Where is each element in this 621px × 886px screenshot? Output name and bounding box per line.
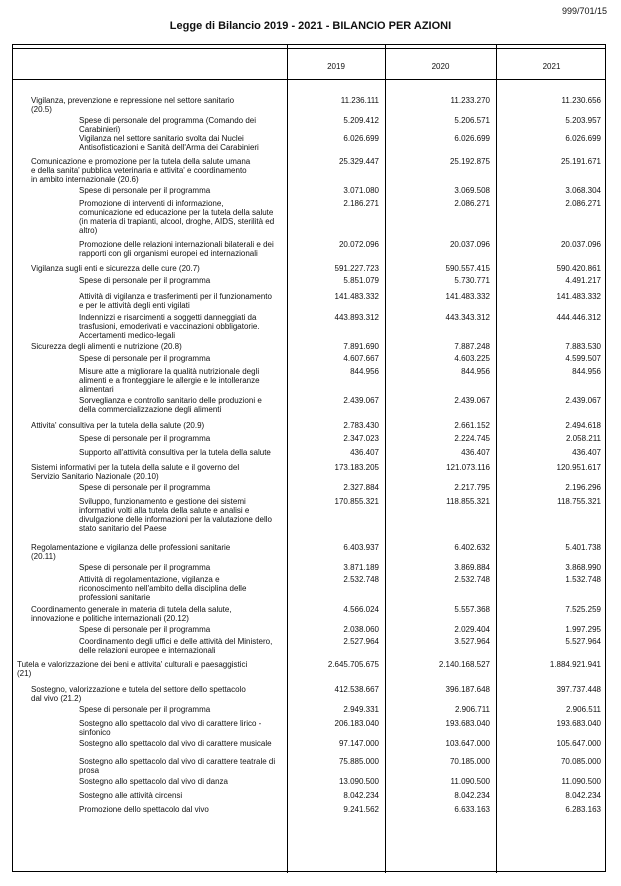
table-header-row	[13, 45, 605, 80]
row-label: Spese di personale del programma (Comando dei Carabinieri)	[79, 116, 256, 134]
row-label: Sviluppo, funzionamento e gestione dei sistemi informativi volti alla tutela della salute e analisi e divulgazione delle informazioni per la valutazione dello stato sanitario del Paese	[79, 497, 273, 533]
row-value-2019: 25.329.447	[338, 157, 379, 166]
row-value-2021: 2.906.511	[566, 705, 601, 714]
row-value-2019: 2.527.964	[343, 637, 379, 646]
row-value-2021: 2.494.618	[565, 421, 601, 430]
column-header-2021: 2021	[542, 62, 561, 71]
row-value-2019: 7.891.690	[343, 342, 379, 351]
row-value-2021: 397.737.448	[556, 685, 601, 694]
row-value-2019: 2.439.067	[343, 396, 379, 405]
row-value-2019: 4.607.667	[343, 354, 379, 363]
row-value-2021: 193.683.040	[556, 719, 601, 728]
row-value-2020: 141.483.332	[445, 292, 490, 301]
row-value-2021: 120.951.617	[556, 463, 601, 472]
row-value-2021: 436.407	[572, 448, 601, 457]
row-label: Promozione delle relazioni internazionali bilaterali e dei rapporti con gli organismi europei ed internazionali	[79, 240, 274, 258]
row-value-2019: 173.183.205	[334, 463, 379, 472]
row-value-2021: 8.042.234	[565, 791, 601, 800]
row-value-2020: 443.343.312	[445, 313, 490, 322]
row-label: Misure atte a migliorare la qualità nutrizionale degli alimenti e a fronteggiare le allergie e le intolleranze alimentari	[79, 367, 260, 394]
row-value-2020: 121.073.116	[446, 463, 490, 472]
row-value-2020: 8.042.234	[454, 791, 490, 800]
row-value-2019: 9.241.562	[343, 805, 379, 814]
row-value-2019: 20.072.096	[338, 240, 379, 249]
row-value-2019: 591.227.723	[334, 264, 379, 273]
row-label: Spese di personale per il programma	[79, 483, 211, 492]
row-value-2021: 70.085.000	[560, 757, 601, 766]
column-divider	[496, 45, 497, 873]
row-value-2019: 75.885.000	[338, 757, 379, 766]
row-value-2021: 5.203.957	[565, 116, 601, 125]
row-value-2021: 118.755.321	[557, 497, 601, 506]
row-value-2020: 20.037.096	[449, 240, 490, 249]
row-value-2020: 2.906.711	[455, 705, 490, 714]
row-label: Attività di vigilanza e trasferimenti per il funzionamento e per le attività degli enti vigilati	[79, 292, 272, 310]
row-value-2020: 2.224.745	[454, 434, 490, 443]
row-value-2019: 2.186.271	[343, 199, 379, 208]
row-value-2020: 5.206.571	[454, 116, 490, 125]
row-value-2020: 4.603.225	[454, 354, 490, 363]
row-value-2021: 7.883.530	[565, 342, 601, 351]
row-value-2021: 590.420.861	[556, 264, 601, 273]
column-header-2019: 2019	[327, 62, 345, 71]
row-value-2020: 844.956	[461, 367, 490, 376]
row-label: Sorveglianza e controllo sanitario delle produzioni e della commercializzazione degli alimenti	[79, 396, 262, 414]
row-value-2020: 2.140.168.527	[438, 660, 490, 669]
row-value-2020: 2.217.795	[454, 483, 490, 492]
row-value-2019: 2.645.705.675	[327, 660, 379, 669]
row-label: Supporto all'attività consultiva per la tutela della salute	[79, 448, 271, 457]
row-label: Sostegno alle attività circensi	[79, 791, 183, 800]
row-value-2019: 3.071.080	[343, 186, 379, 195]
row-value-2020: 2.532.748	[454, 575, 490, 584]
row-value-2019: 844.956	[350, 367, 379, 376]
row-value-2021: 1.997.295	[565, 625, 601, 634]
row-value-2020: 11.090.500	[450, 777, 490, 786]
row-value-2019: 3.871.189	[343, 563, 379, 572]
row-value-2020: 396.187.648	[445, 685, 490, 694]
row-value-2021: 4.599.507	[565, 354, 601, 363]
row-value-2019: 2.038.060	[343, 625, 379, 634]
row-value-2020: 25.192.875	[449, 157, 490, 166]
row-value-2020: 590.557.415	[445, 264, 490, 273]
row-value-2020: 3.869.884	[454, 563, 490, 572]
row-label: Regolamentazione e vigilanza delle professioni sanitarie (20.11)	[31, 543, 231, 561]
row-label: Spese di personale per il programma	[79, 705, 211, 714]
row-value-2021: 2.058.211	[566, 434, 601, 443]
row-value-2020: 436.407	[461, 448, 490, 457]
row-value-2020: 6.402.632	[454, 543, 490, 552]
row-label: Spese di personale per il programma	[79, 354, 211, 363]
row-value-2020: 6.026.699	[454, 134, 490, 143]
row-value-2019: 412.538.667	[334, 685, 379, 694]
row-value-2020: 6.633.163	[454, 805, 490, 814]
row-value-2020: 2.086.271	[454, 199, 490, 208]
row-value-2021: 20.037.096	[560, 240, 601, 249]
row-label: Spese di personale per il programma	[79, 276, 211, 285]
column-header-2020: 2020	[431, 62, 450, 71]
row-value-2019: 141.483.332	[334, 292, 379, 301]
budget-table	[12, 44, 606, 872]
row-label: Sostegno allo spettacolo dal vivo di danza	[79, 777, 228, 786]
row-value-2021: 3.868.990	[565, 563, 601, 572]
row-label: Vigilanza sugli enti e sicurezza delle cure (20.7)	[31, 264, 200, 273]
row-value-2020: 2.439.067	[454, 396, 490, 405]
row-label: Spese di personale per il programma	[79, 186, 211, 195]
row-value-2021: 444.446.312	[556, 313, 601, 322]
row-value-2019: 443.893.312	[334, 313, 379, 322]
row-value-2019: 6.026.699	[343, 134, 379, 143]
row-value-2020: 3.527.964	[454, 637, 490, 646]
row-value-2021: 6.283.163	[565, 805, 601, 814]
row-label: Coordinamento generale in materia di tutela della salute, innovazione e politiche internazionali (20.12)	[31, 605, 232, 623]
row-label: Sistemi informativi per la tutela della salute e il governo del Servizio Sanitario Nazionale (20.10)	[31, 463, 240, 481]
row-value-2021: 11.230.656	[561, 96, 601, 105]
column-divider	[287, 45, 288, 873]
row-value-2021: 11.090.500	[561, 777, 601, 786]
row-value-2019: 11.236.111	[340, 96, 379, 105]
row-value-2020: 3.069.508	[454, 186, 490, 195]
row-label: Coordinamento degli uffici e delle attività del Ministero, delle relazioni europee e internazionali	[79, 637, 273, 655]
row-value-2021: 844.956	[572, 367, 601, 376]
column-divider	[385, 45, 386, 873]
row-value-2019: 8.042.234	[343, 791, 379, 800]
row-label: Spese di personale per il programma	[79, 625, 211, 634]
row-label: Vigilanza, prevenzione e repressione nel settore sanitario (20.5)	[31, 96, 235, 114]
row-label: Spese di personale per il programma	[79, 434, 211, 443]
row-value-2020: 118.855.321	[446, 497, 490, 506]
document-reference: 999/701/15	[561, 6, 607, 16]
row-value-2019: 5.209.412	[343, 116, 379, 125]
row-label: Sicurezza degli alimenti e nutrizione (20.8)	[31, 342, 182, 351]
row-value-2019: 13.090.500	[338, 777, 379, 786]
row-value-2021: 1.532.748	[565, 575, 601, 584]
row-value-2019: 2.783.430	[343, 421, 379, 430]
row-label: Promozione di interventi di informazione, comunicazione ed educazione per la tutela della salute (in materia di trapianti, alcool, droghe, AIDS, sterilità ed altro)	[79, 199, 275, 235]
row-value-2021: 25.191.671	[560, 157, 601, 166]
row-value-2021: 2.196.296	[565, 483, 601, 492]
row-label: Comunicazione e promozione per la tutela della salute umana e della sanita' pubblica veterinaria e attivita' e coordinamento in ambito internazionale (20.6)	[31, 157, 251, 184]
row-label: Promozione dello spettacolo dal vivo	[79, 805, 209, 814]
row-value-2021: 3.068.304	[565, 186, 601, 195]
row-value-2019: 2.949.331	[343, 705, 379, 714]
row-value-2020: 7.887.248	[454, 342, 490, 351]
row-value-2021: 141.483.332	[556, 292, 601, 301]
row-label: Vigilanza nel settore sanitario svolta dai Nuclei Antisofisticazioni e Sanità dell'Arma dei Carabinieri	[79, 134, 259, 152]
row-label: Sostegno, valorizzazione e tutela del settore dello spettacolo dal vivo (21.2)	[31, 685, 246, 703]
row-value-2019: 2.532.748	[343, 575, 379, 584]
row-label: Attività di regolamentazione, vigilanza e riconoscimento nell'ambito della disciplina delle professioni sanitarie	[79, 575, 247, 602]
row-value-2019: 170.855.321	[334, 497, 379, 506]
row-label: Sostegno allo spettacolo dal vivo di carattere lirico - sinfonico	[79, 719, 262, 737]
row-value-2020: 193.683.040	[445, 719, 490, 728]
row-value-2021: 105.647.000	[556, 739, 601, 748]
row-label: Attivita' consultiva per la tutela della salute (20.9)	[31, 421, 205, 430]
row-value-2021: 6.026.699	[565, 134, 601, 143]
row-value-2021: 5.401.738	[565, 543, 601, 552]
row-value-2019: 6.403.937	[343, 543, 379, 552]
row-value-2021: 4.491.217	[565, 276, 601, 285]
row-value-2019: 2.327.884	[343, 483, 379, 492]
row-label: Sostegno allo spettacolo dal vivo di carattere musicale	[79, 739, 272, 748]
row-value-2021: 5.527.964	[565, 637, 601, 646]
row-value-2020: 70.185.000	[449, 757, 490, 766]
row-value-2019: 5.851.079	[343, 276, 379, 285]
row-value-2020: 5.557.368	[454, 605, 490, 614]
row-value-2019: 4.566.024	[343, 605, 379, 614]
row-value-2020: 2.029.404	[454, 625, 490, 634]
row-value-2021: 7.525.259	[565, 605, 601, 614]
row-label: Tutela e valorizzazione dei beni e attivita' culturali e paesaggistici (21)	[17, 660, 248, 678]
row-value-2020: 103.647.000	[445, 739, 490, 748]
row-value-2021: 2.439.067	[565, 396, 601, 405]
row-value-2021: 1.884.921.941	[549, 660, 601, 669]
row-value-2020: 5.730.771	[454, 276, 490, 285]
row-value-2019: 97.147.000	[338, 739, 379, 748]
row-value-2019: 2.347.023	[343, 434, 379, 443]
row-value-2020: 2.661.152	[454, 421, 490, 430]
row-label: Indennizzi e risarcimenti a soggetti danneggiati da trasfusioni, emoderivati e vaccinazioni obbligatorie. Accertamenti medico-legali	[79, 313, 260, 340]
row-value-2020: 11.233.270	[450, 96, 490, 105]
row-label: Spese di personale per il programma	[79, 563, 211, 572]
page-title: Legge di Bilancio 2019 - 2021 - BILANCIO PER AZIONI	[169, 20, 452, 32]
row-value-2019: 206.183.040	[334, 719, 379, 728]
row-label: Sostegno allo spettacolo dal vivo di carattere teatrale di prosa	[79, 757, 276, 775]
row-value-2019: 436.407	[350, 448, 379, 457]
row-value-2021: 2.086.271	[565, 199, 601, 208]
